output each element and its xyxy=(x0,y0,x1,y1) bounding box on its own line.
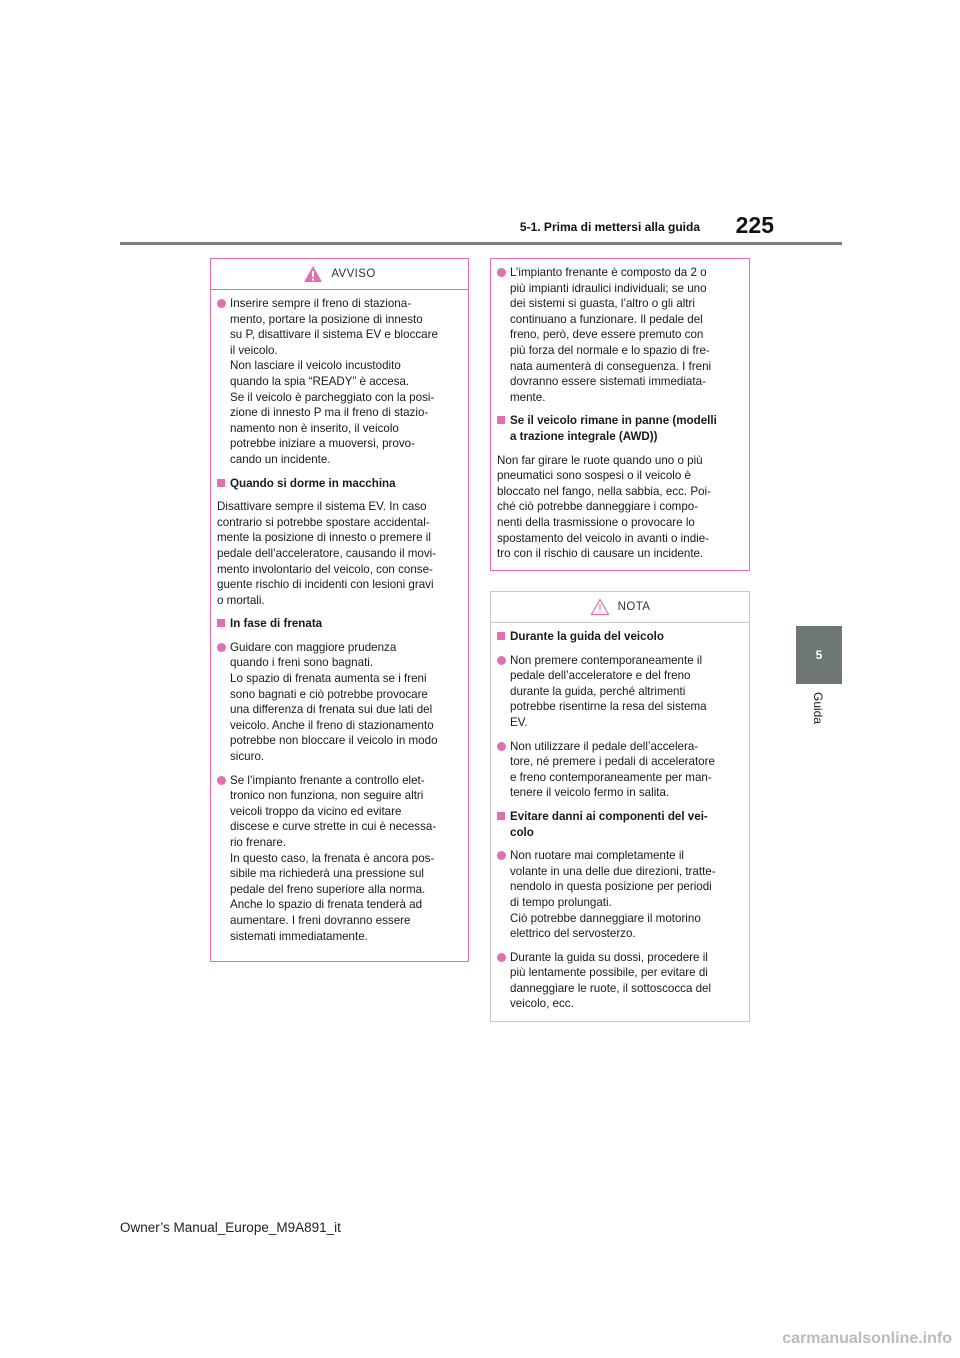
page-number: 225 xyxy=(735,212,774,238)
manual-id: Owner’s Manual_Europe_M9A891_it xyxy=(120,1220,341,1235)
subheading xyxy=(217,476,460,492)
item-text: Non premere contemporaneamente il pedale dell’acceleratore e del freno durante la guida, perché altrimenti potrebbe risentirne la resa del sistema EV. xyxy=(510,653,707,729)
item-text: Se l’impianto frenante a controllo elet- tronico non funziona, non seguire altri veicoli troppo da vicino ed evitare discese e curve strette in cui è necessa- rio frenare. In questo caso, la frenata è ancora pos- sibile ma richiederà una pressione sul pedale del freno superiore alla norma. Anche lo spazio di frenata tenderà ad aumentare. I freni dovranno essere sistemati immediatamente. xyxy=(230,773,437,943)
warning-box-continued-body xyxy=(491,259,749,578)
circle-bullet-icon xyxy=(497,268,506,277)
subheading-text: Durante la guida del veicolo xyxy=(510,630,664,643)
chapter-tab xyxy=(796,626,842,684)
circle-bullet-icon xyxy=(217,776,226,785)
subheading-text: In fase di frenata xyxy=(230,617,323,631)
square-bullet-icon xyxy=(497,416,505,424)
item-text: Guidare con maggiore prudenza quando i freni sono bagnati. Lo spazio di frenata aumenta se i freni sono bagnati e ciò potrebbe provocare una differenza di frenata sui due lati del veicolo. Anche il freno di stazionamento potrebbe non bloccare il veicolo in modo sicuro. xyxy=(230,640,438,764)
subheading-text: Se il veicolo rimane in panne (modelli a trazione integrale (AWD)) xyxy=(510,414,717,443)
item-text: L’impianto frenante è composto da 2 o più impianti idraulici individuali; se uno dei sistemi si guasta, l’altro o gli altri continuano a funzionare. Il pedale del freno, però, deve essere premuto con più forza del normale e lo spazio di fre- nata aumenterà di conseguenza. I freni dovranno essere sistemati immediata- mente. xyxy=(510,266,712,404)
warning-box-header xyxy=(211,259,468,290)
circle-bullet-icon xyxy=(217,643,226,652)
list-item xyxy=(217,773,460,945)
warning-box-body xyxy=(211,290,468,960)
caution-triangle-icon xyxy=(590,598,610,616)
warning-box-continued xyxy=(490,258,750,571)
section-title: 5-1. Prima di mettersi alla guida xyxy=(519,220,700,234)
subheading xyxy=(217,616,460,632)
warning-box-title: AVVISO xyxy=(331,268,376,280)
square-bullet-icon xyxy=(217,619,225,627)
square-bullet-icon xyxy=(497,812,505,820)
warning-triangle-icon xyxy=(303,265,323,283)
item-text: Inserire sempre il freno di staziona- mento, portare la posizione di innesto su P, disattivare il sistema EV e bloccare il veicolo. Non lasciare il veicolo incustodito quando la spia “READY” è accesa. Se il veicolo è parcheggiato con la posi- zione di innesto P ma il freno di stazio- namento non è inserito, il veicolo potrebbe iniziare a muoversi, provo- cando un incidente. xyxy=(230,297,438,466)
paragraph: Disattivare sempre il sistema EV. In caso contrario si potrebbe spostare accidental- mente la posizione di innesto o premere il pedale dell’acceleratore, causando il movi- mento involontario del veicolo, con conse- guente rischio di incidenti con lesioni gravi o mortali. xyxy=(217,500,437,607)
circle-bullet-icon xyxy=(497,656,506,665)
list-item xyxy=(217,640,460,765)
circle-bullet-icon xyxy=(497,851,506,860)
note-box-header xyxy=(491,592,749,623)
note-box-title: NOTA xyxy=(617,601,651,613)
item-text: Durante la guida su dossi, procedere il più lentamente possibile, per evitare di danneggiare le ruote, il sottoscocca del veicolo, ecc. xyxy=(510,950,712,1011)
item-text: Non ruotare mai completamente il volante in una delle due direzioni, tratte- nendolo in questa posizione per periodi di tempo prolungati. Ciò potrebbe danneggiare il motorino elettrico del servosterzo. xyxy=(510,849,716,941)
circle-bullet-icon xyxy=(217,299,226,308)
list-item xyxy=(497,739,741,801)
chapter-label: Guida xyxy=(811,692,825,725)
subheading-text: Evitare danni ai componenti del vei- colo xyxy=(510,809,708,839)
list-item xyxy=(217,296,460,468)
subheading xyxy=(497,629,741,645)
header-rule xyxy=(120,242,842,245)
subheading xyxy=(497,809,741,840)
list-item xyxy=(497,848,741,942)
note-box-body xyxy=(491,623,749,1028)
paragraph: Non far girare le ruote quando uno o più pneumatici sono sospesi o il veicolo è bloccato nel fango, nella sabbia, ecc. Poi- ché ciò potrebbe danneggiare i compo- nenti della trasmissione o provocare lo spostamento del veicolo in avanti o indie- tro con il rischio di causare un incidente. xyxy=(497,453,711,561)
chapter-number: 5 xyxy=(815,648,823,662)
list-item xyxy=(497,265,741,405)
subheading xyxy=(497,413,741,444)
square-bullet-icon xyxy=(497,632,505,640)
circle-bullet-icon xyxy=(497,742,506,751)
list-item xyxy=(497,950,741,1012)
note-box xyxy=(490,591,750,1022)
item-text: Non utilizzare il pedale dell’accelera- tore, né premere i pedali di acceleratore e freno contemporaneamente per man- tenere il veicolo fermo in salita. xyxy=(510,739,715,800)
square-bullet-icon xyxy=(217,479,225,487)
list-item xyxy=(497,653,741,731)
warning-box xyxy=(210,258,469,962)
circle-bullet-icon xyxy=(497,953,506,962)
watermark: carmanualsonline.info xyxy=(782,1330,952,1347)
subheading-text: Quando si dorme in macchina xyxy=(230,476,396,490)
